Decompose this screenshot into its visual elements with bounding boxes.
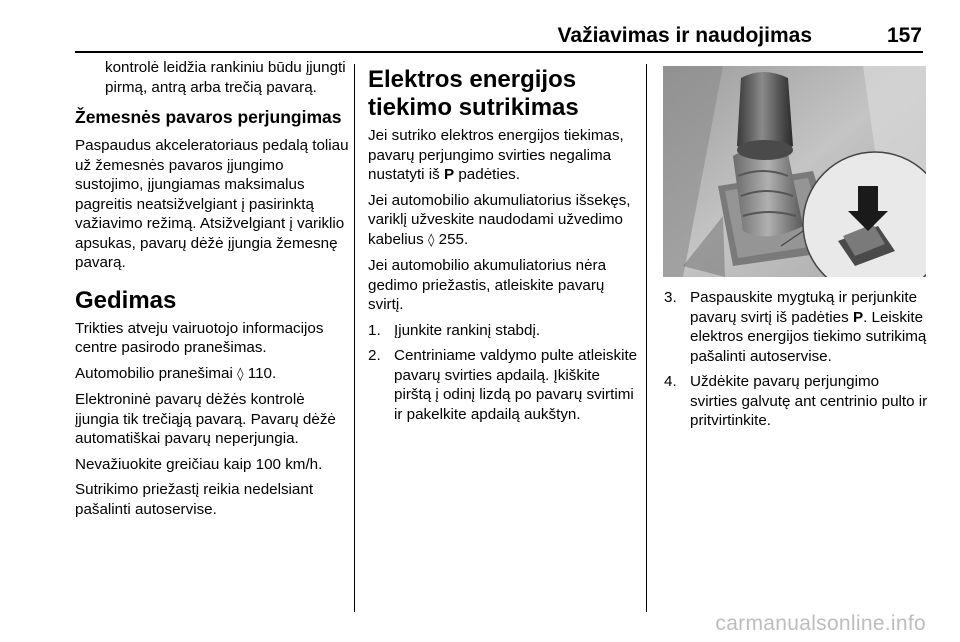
- header-title: Važiavimas ir naudojimas: [557, 24, 812, 47]
- step-text-4: Uždėkite pavarų perjungimo svirties galvutę ant centrinio pulto ir pritvirtinkite.: [690, 373, 928, 429]
- step-item-2: [368, 346, 638, 424]
- paragraph-fault-2: [75, 364, 350, 385]
- heading-fault: Gedimas: [75, 286, 177, 314]
- paragraph-fault-3: Elektroninė pavarų dėžės kontrolė įjungia tik trečiąją pavarą. Pavarų dėžė automatiškai pavarų neperjungia.: [75, 391, 336, 447]
- paragraph-fault-5: Sutrikimo priežastį reikia nedelsiant pašalinti autoservise.: [75, 481, 314, 518]
- heading-downshift: Žemesnės pavaros perjungimas: [75, 107, 342, 127]
- column-1: [75, 58, 350, 525]
- heading-power-failure: Elektros energijos tiekimo sutrikimas: [368, 66, 579, 121]
- step-text-1: Įjunkite rankinį stabdį.: [394, 321, 541, 339]
- vehicle-messages-text: Automobilio pranešimai: [75, 364, 233, 382]
- paragraph-power-2: [368, 191, 638, 251]
- footer-watermark: carmanualsonline.info: [715, 612, 926, 635]
- step-item-4: [664, 372, 930, 431]
- step-text-3: Paspauskite mygtuką ir perjunkite pavarų svirtį iš padėties: [690, 289, 918, 326]
- column-2: [368, 58, 638, 430]
- paragraph-power-1-end: padėties.: [458, 166, 520, 183]
- step-item-1: [368, 321, 638, 341]
- step-list-1: [368, 321, 638, 425]
- step-text-2: Centriniame valdymo pulte atleiskite pavarų svirties apdailą. Įkiškite pirštą į odinį lizdą po pavarų svirtimi ir pakelkite apdailą aukštyn.: [394, 347, 638, 423]
- gear-lever-drawing: [663, 66, 926, 277]
- paragraph-fault-1: Trikties atveju vairuotojo informacijos centre pasirodo pranešimas.: [75, 319, 324, 356]
- paragraph-power-3: Jei automobilio akumuliatorius nėra gedimo priežastis, atleiskite pavarų svirtį.: [368, 257, 607, 313]
- step-list-2: [664, 288, 930, 431]
- header-rule: [75, 51, 923, 53]
- column-3: [664, 288, 930, 437]
- step-item-3: [664, 288, 930, 366]
- paragraph-fault-4: Nevažiuokite greičiau kaip 100 km/h.: [75, 455, 323, 473]
- page-reference-link[interactable]: 110.: [247, 364, 277, 382]
- position-p-label: P: [443, 166, 455, 183]
- step-text-3-end: . Leiskite elektros energijos tiekimo sutrikimą pašalinti autoservise.: [690, 308, 927, 365]
- gear-lever-illustration: [663, 66, 926, 277]
- paragraph-power-2-text: Jei automobilio akumuliatorius išsekęs, variklį užveskite naudodami užvedimo kabelius: [368, 191, 631, 248]
- page-reference-icon: ◊: [427, 232, 435, 248]
- page-reference-link[interactable]: 255.: [438, 230, 469, 248]
- paragraph-downshift: Paspaudus akceleratoriaus pedalą toliau už žemesnės pavaros įjungimo sustojimo, įjungiamas maksimalus pagreitis neatsižvelgiant į pasirinktą važiavimo režimą. Atsižvelgiant į variklio apsukas, pavarų dėžė įjungia žemesnę pavarą.: [75, 137, 349, 271]
- step-number-1: 1.: [368, 321, 381, 339]
- step-number-3: 3.: [664, 289, 677, 306]
- paragraph-power-1: [368, 126, 638, 185]
- paragraph-power-1-text: Jei sutriko elektros energijos tiekimas, pavarų perjungimo svirties negalima nustatyti iš: [368, 127, 624, 183]
- column-divider-left: [354, 64, 355, 612]
- continued-paragraph: kontrolė leidžia rankiniu būdu įjungti pirmą, antrą arba trečią pavarą.: [105, 59, 346, 96]
- step-number-4: 4.: [664, 373, 677, 390]
- page-reference-icon: ◊: [237, 366, 244, 382]
- page-number: 157: [886, 24, 922, 47]
- column-divider-right: [646, 64, 647, 612]
- step-number-2: 2.: [368, 347, 381, 364]
- position-p-label: P: [852, 308, 864, 326]
